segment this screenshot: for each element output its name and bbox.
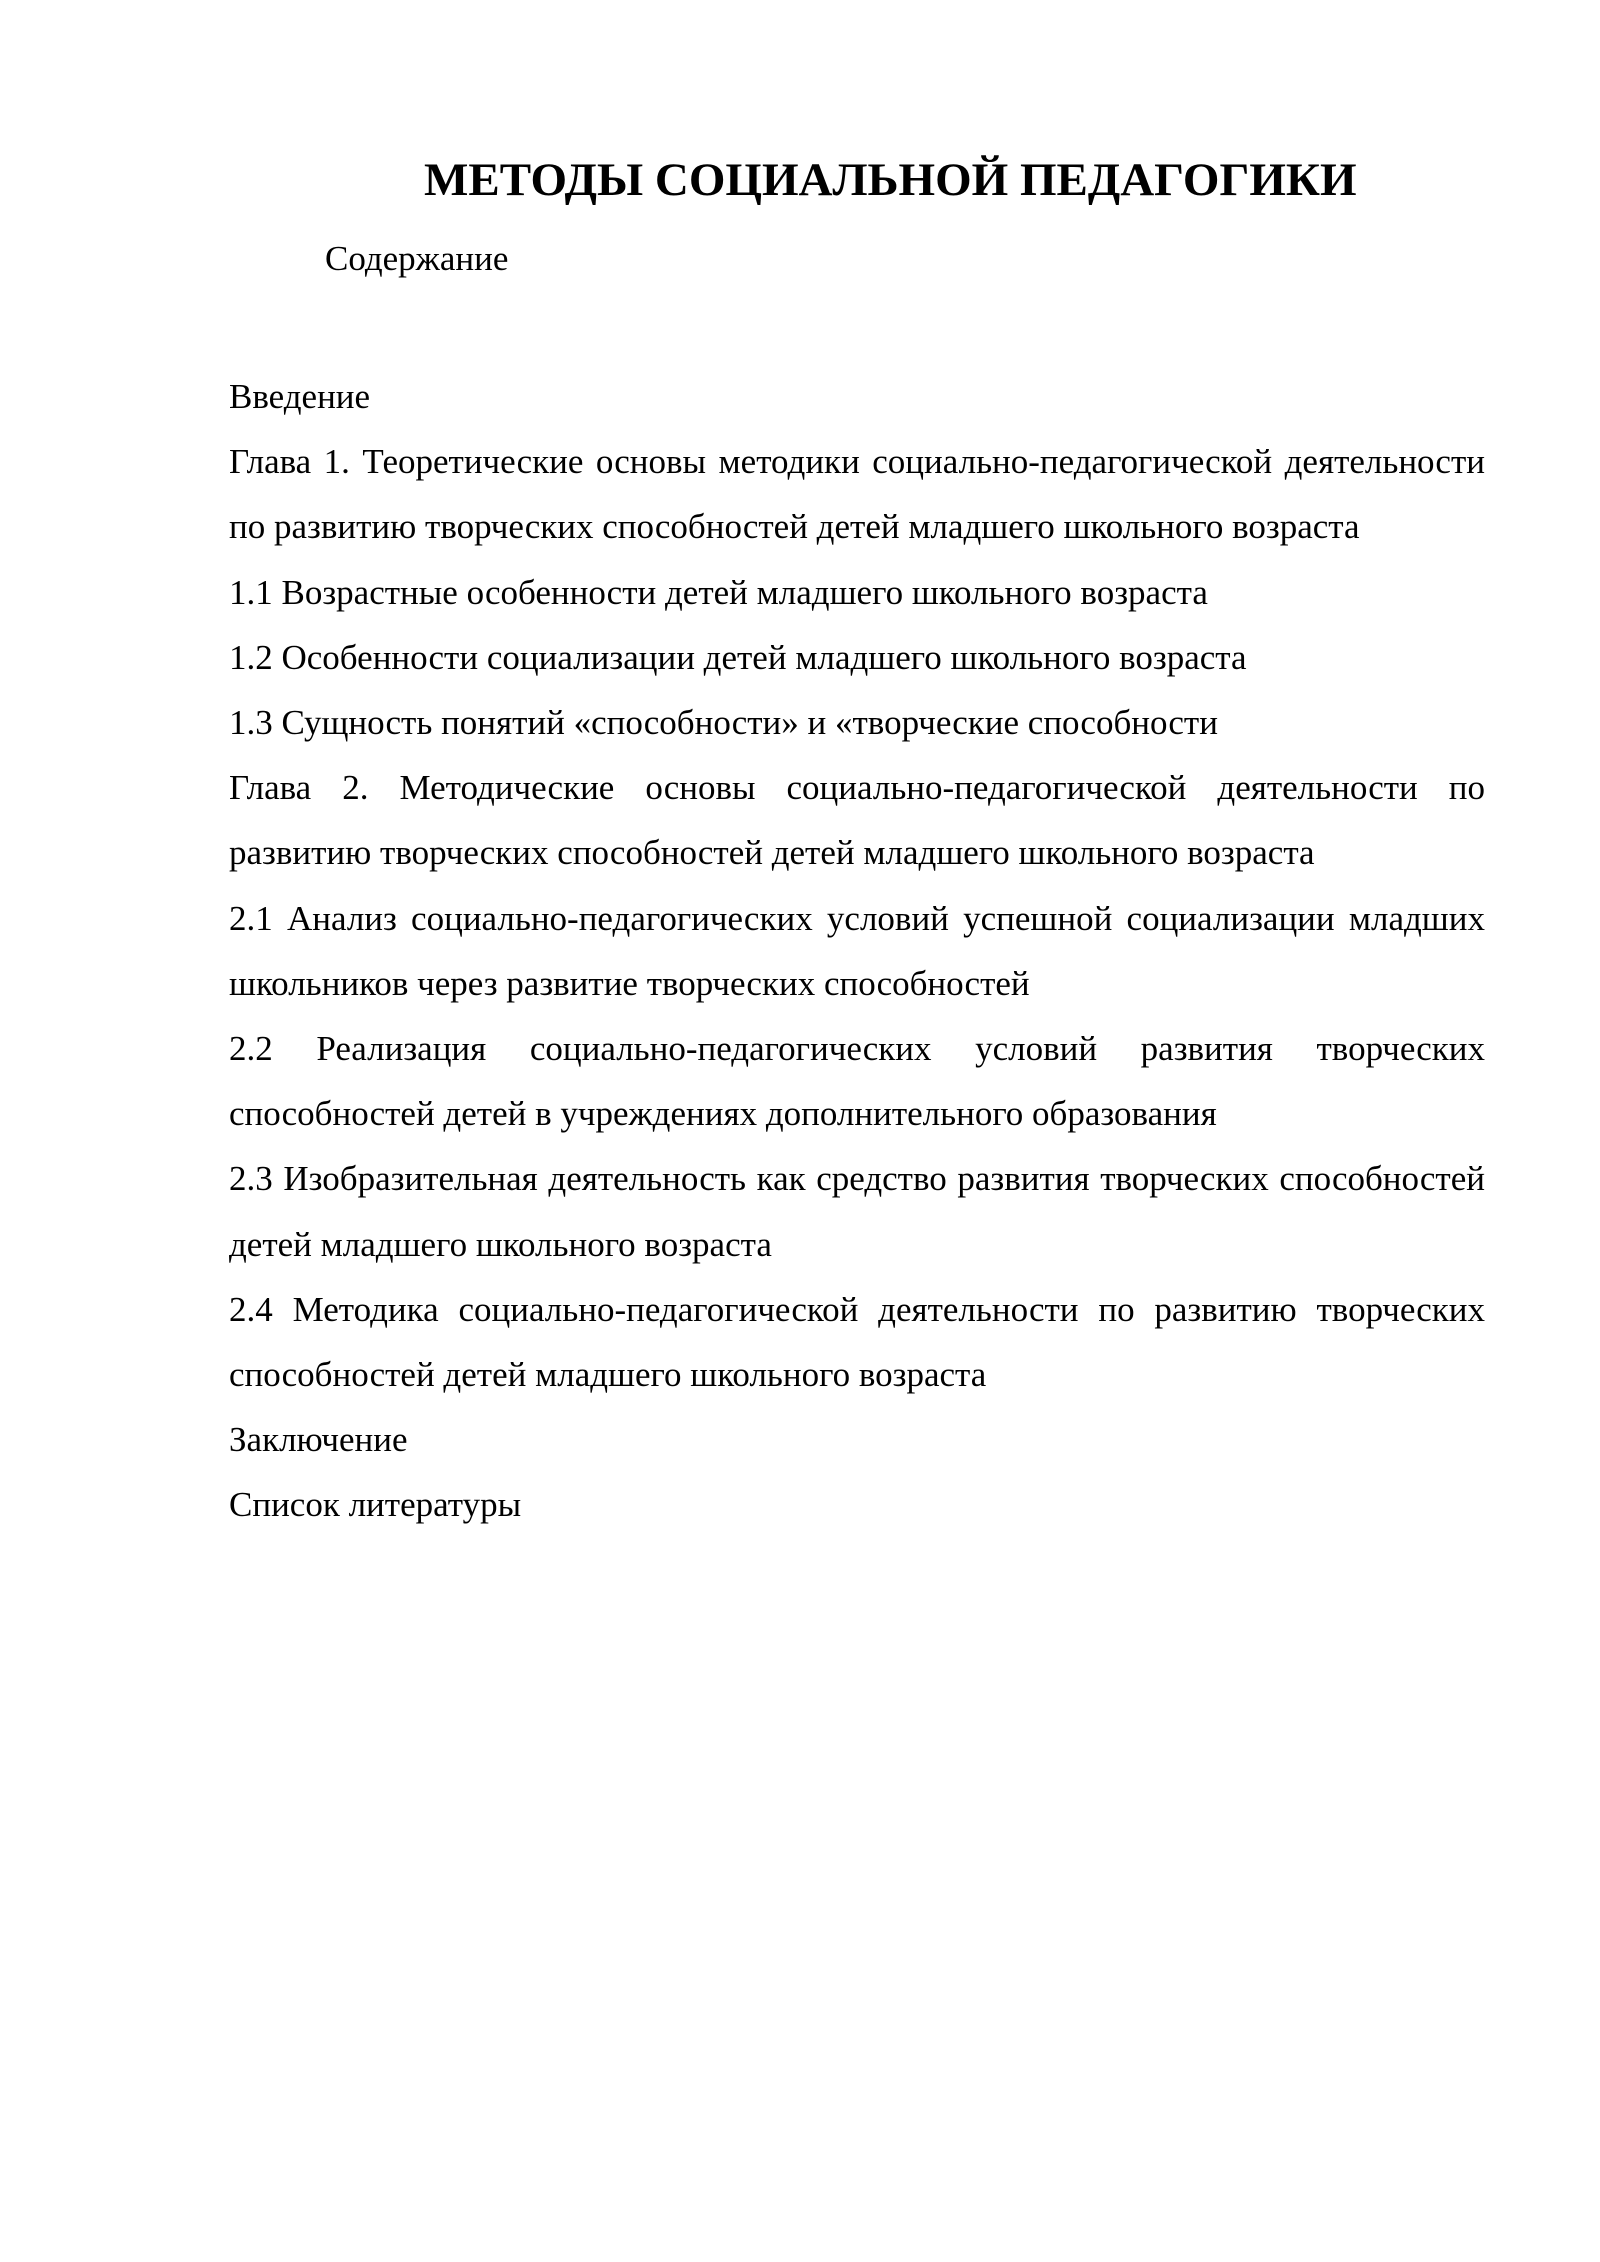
- document-title: МЕТОДЫ СОЦИАЛЬНОЙ ПЕДАГОГИКИ: [424, 154, 1357, 206]
- toc-entry-introduction: Введение: [229, 377, 371, 416]
- toc-entry-1-2: 1.2 Особенности социализации детей младшего школьного возраста: [229, 637, 1247, 677]
- toc-entry-chapter-2: Глава 2. Методические основы социально-педагогической деятельности по развитию творческих способностей детей младшего школьного возраста: [229, 768, 1485, 873]
- contents-heading: Содержание: [325, 239, 509, 278]
- toc-entry-2-4: 2.4 Методика социально-педагогической деятельности по развитию творческих способностей детей младшего школьного возраста: [229, 1289, 1485, 1395]
- toc-entry-2-2: 2.2 Реализация социально-педагогических условий развития творческих способностей детей в учреждениях дополнительного образования: [229, 1029, 1485, 1134]
- toc-entry-references: Список литературы: [229, 1485, 522, 1525]
- toc-entry-1-3: 1.3 Сущность понятий «способности» и «творческие способности: [229, 703, 1218, 743]
- toc-entry-chapter-1: Глава 1. Теоретические основы методики социально-педагогической деятельности по развитию творческих способностей детей младшего школьного возраста: [229, 442, 1485, 547]
- toc-entry-2-1: 2.1 Анализ социально-педагогических условий успешной социализации младших школьников через развитие творческих способностей: [229, 898, 1485, 1003]
- toc-entry-1-1: 1.1 Возрастные особенности детей младшего школьного возраста: [229, 572, 1208, 612]
- toc-entry-conclusion: Заключение: [229, 1420, 408, 1460]
- table-of-contents: [229, 364, 1485, 1538]
- toc-entry-2-3: 2.3 Изобразительная деятельность как средство развития творческих способностей детей младшего школьного возраста: [229, 1159, 1485, 1264]
